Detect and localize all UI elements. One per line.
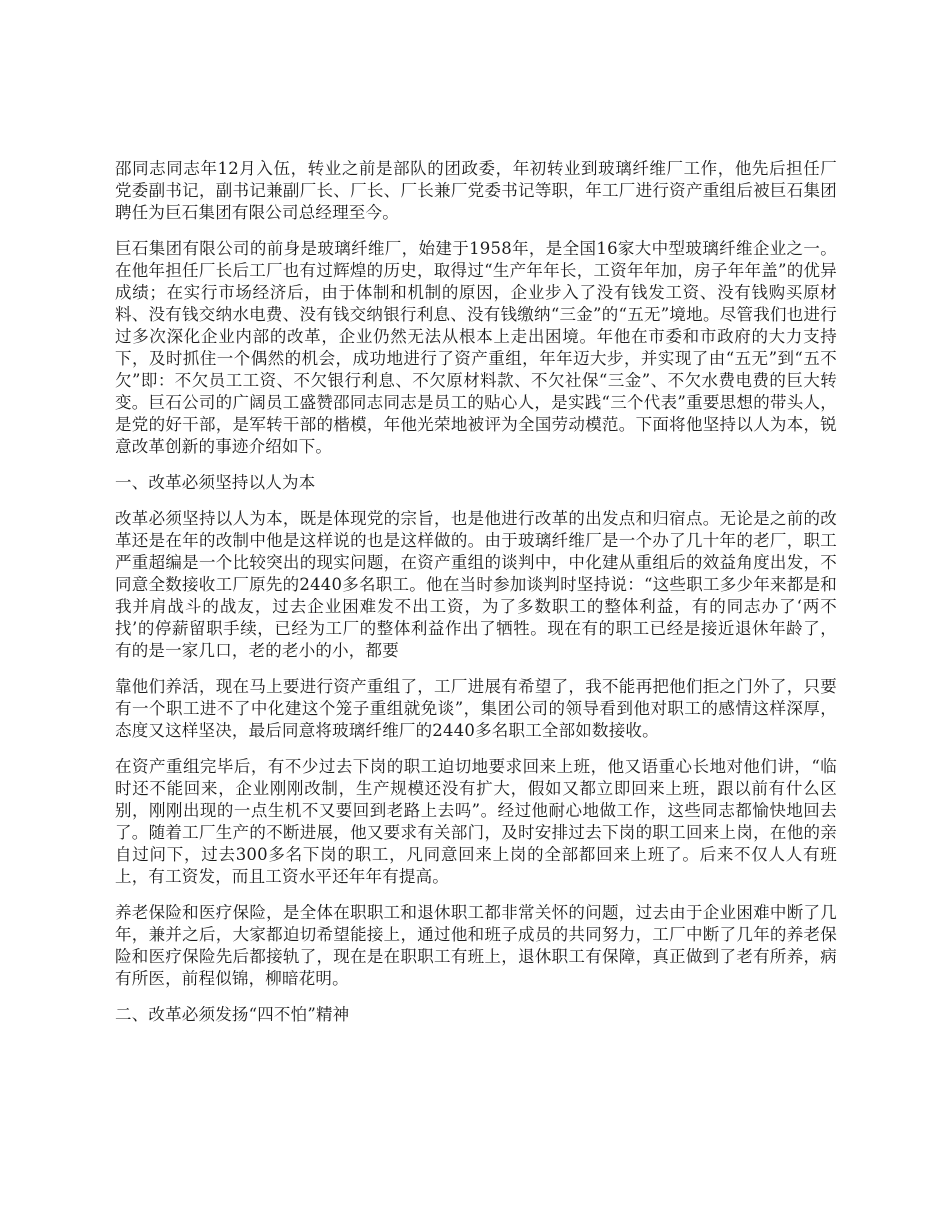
paragraph-company-history: 巨石集团有限公司的前身是玻璃纤维厂，始建于1958年，是全国16家大中型玻璃纤维企业之一。在他年担任厂长后工厂也有过辉煌的历史，取得过“生产年年长，工资年年加，房子年年盖”的优异成绩；在实行市场经济后，由于体制和机制的原因，企业步入了没有钱发工资、没有钱购买原材料、没有钱交纳水电费、没有钱交纳银行利息、没有钱缴纳“三金”的“五无”境地。尽管我们也进行过多次深化企业内部的改革，企业仍然无法从根本上走出困境。年他在市委和市政府的大力支持下，及时抓住一个偶然的机会，成功地进行了资产重组，年年迈大步，并实现了由“五无”到“五不欠”即：不欠员工工资、不欠银行利息、不欠原材料款、不欠社保“三金”、不欠水费电费的巨大转变。巨石公司的广阔员工盛赞邵同志同志是员工的贴心人，是实践“三个代表”重要思想的带头人，是党的好干部，是军转干部的楷模，年他光荣地被评为全国劳动模范。下面将他坚持以人为本，锐意改革创新的事迹介绍如下。 [115, 239, 837, 456]
paragraph-insurance: 养老保险和医疗保险，是全体在职职工和退休职工都非常关怀的问题，过去由于企业困难中断了几年，兼并之后，大家都迫切希望能接上，通过他和班子成员的共同努力，工厂中断了几年的养老保险和医疗保险先后都接轨了，现在是在职职工有班上，退休职工有保障，真正做到了老有所养，病有所医，前程似锦，柳暗花明。 [115, 903, 837, 988]
document-page [115, 158, 837, 1040]
section-heading-people-oriented: 一、改革必须坚持以人为本 [115, 473, 316, 492]
paragraph-biography: 邵同志同志年12月入伍，转业之前是部队的团政委，年初转业到玻璃纤维厂工作，他先后担任厂党委副书记，副书记兼副厂长、厂长、厂长兼厂党委书记等职，年工厂进行资产重组后被巨石集团聘任为巨石集团有限公司总经理至今。 [115, 159, 837, 222]
paragraph-workers-accepted: 靠他们养活，现在马上要进行资产重组了，工厂进展有希望了，我不能再把他们拒之门外了，只要有一个职工进不了中化建这个笼子重组就免谈”，集团公司的领导看到他对职工的感情这样深厚，态度又这样坚决，最后同意将玻璃纤维厂的2440多名职工全部如数接收。 [115, 677, 837, 740]
paragraph-laid-off-return: 在资产重组完毕后，有不少过去下岗的职工迫切地要求回来上班，他又语重心长地对他们讲，“临时还不能回来，企业刚刚改制，生产规模还没有扩大，假如又都立即回来上班，跟以前有什么区别，刚刚出现的一点生机不又要回到老路上去吗”。经过他耐心地做工作，这些同志都愉快地回去了。随着工厂生产的不断进展，他又要求有关部门，及时安排过去下岗的职工回来上岗，在他的亲自过问下，过去300多名下岗的职工，凡同意回来上岗的全部都回来上班了。后来不仅人人有班上，有工资发，而且工资水平还年年有提高。 [115, 757, 837, 886]
paragraph-reform-people: 改革必须坚持以人为本，既是体现党的宗旨，也是他进行改革的出发点和归宿点。无论是之前的改革还是在年的改制中他是这样说的也是这样做的。由于玻璃纤维厂是一个办了几十年的老厂，职工严重超编是一个比较突出的现实问题，在资产重组的谈判中，中化建从重组后的效益角度出发，不同意全数接收工厂原先的2440多名职工。他在当时参加谈判时坚持说：“这些职工多少年来都是和我并肩战斗的战友，过去企业困难发不出工资，为了多数职工的整体利益，有的同志办了‘两不找’的停薪留职手续，已经为工厂的整体利益作出了牺牲。现在有的职工已经是接近退休年龄了，有的是一家几口，老的老小的小，都要 [115, 509, 837, 660]
section-heading-four-fearless: 二、改革必须发扬“四不怕”精神 [115, 1005, 350, 1024]
